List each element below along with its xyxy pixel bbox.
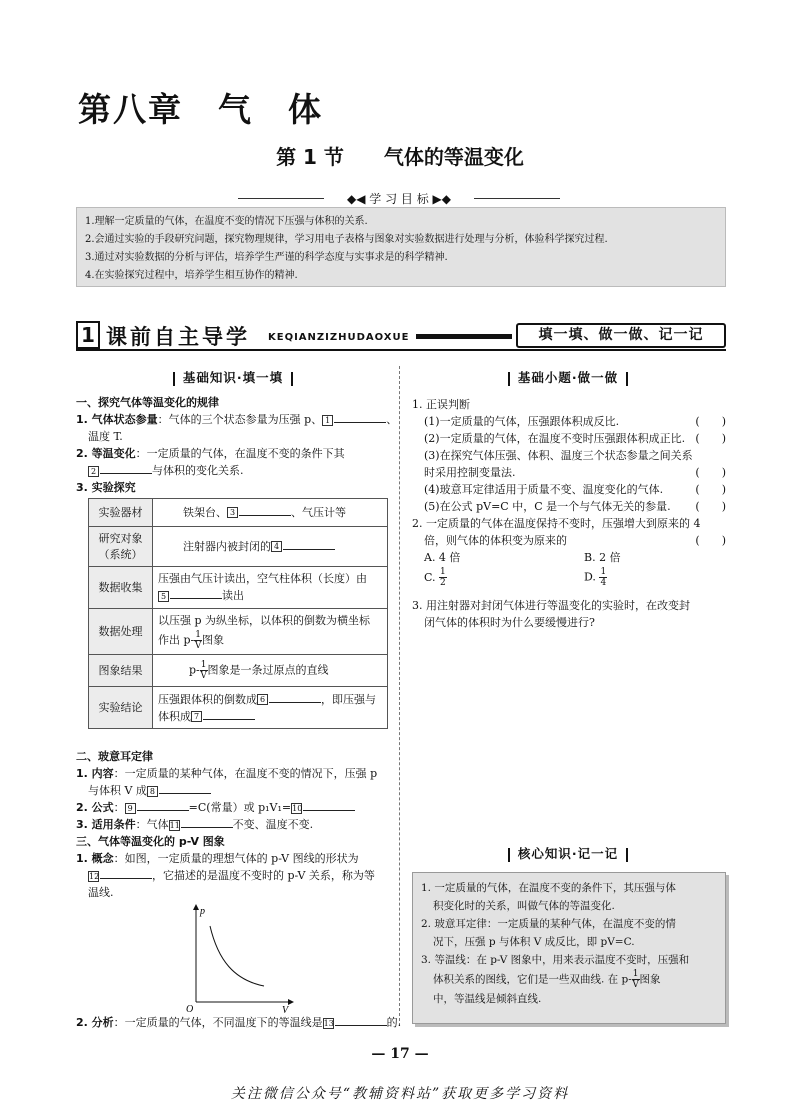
banner-right: 填一填、做一做、记一记	[516, 323, 726, 348]
answer-paren[interactable]: ( )	[695, 534, 726, 548]
answer-paren[interactable]: ( )	[695, 483, 726, 497]
s1-title: 一、探究气体等温变化的规律	[76, 396, 219, 409]
blank-6[interactable]	[269, 691, 321, 703]
s1-1-line2: 温度 T.	[88, 430, 123, 444]
footer-note: 关注微信公众号“教辅资料站”获取更多学习资料	[230, 1086, 570, 1102]
goal-item: 2.会通过实验的手段研究问题，探究物理规律，学习用电子表格与图象对实验数据进行处理与分析，体验科学探究过程.	[85, 234, 608, 245]
fraction-1-over-v: $\frac{1}{V}$	[200, 660, 207, 681]
s1-2-text: ：一定质量的气体，在温度不变的条件下其	[135, 447, 345, 461]
section-title: 第 1 节 气体的等温变化	[276, 145, 524, 169]
goals-box	[76, 207, 726, 287]
goals-header: ◆◀ 学 习 目 标 ▶◆	[238, 190, 560, 209]
v-axis-label: V	[282, 1005, 289, 1014]
isotherm-curve	[210, 926, 264, 986]
chapter-title: 第八章 气 体	[78, 90, 323, 129]
v-axis-arrow-icon	[288, 999, 294, 1005]
q2-text: 2. 一定质量的气体在温度保持不变时，压强增大到原来的 4	[412, 517, 701, 531]
answer-paren[interactable]: ( )	[695, 500, 726, 514]
goal-item: 3.通过对实验数据的分析与评估，培养学生严谨的科学态度与实事求是的科学精神.	[85, 252, 448, 263]
option-d[interactable]: D. $\frac{1}{4}$	[584, 567, 607, 589]
banner-underline	[76, 349, 726, 351]
banner-pinyin: KEQIANZIZHUDAOXUE	[268, 332, 410, 343]
blank-12[interactable]	[100, 867, 152, 879]
blank-1[interactable]	[334, 411, 386, 423]
banner-bar	[416, 334, 512, 339]
s1-1-text: ：气体的三个状态参量为压强 p、	[157, 413, 323, 427]
page-number: — 17 —	[371, 1046, 429, 1062]
origin-label: O	[186, 1004, 194, 1014]
s1-2-label: 2. 等温变化	[76, 447, 136, 461]
p-axis-arrow-icon	[193, 904, 199, 910]
banner-title: 课前自主导学	[106, 325, 250, 349]
blank-3[interactable]	[239, 504, 291, 516]
s1-3-label: 3. 实验探究	[76, 481, 136, 495]
p-axis-label: p	[200, 906, 205, 917]
blank-10[interactable]	[303, 799, 355, 811]
blank-11[interactable]	[181, 816, 233, 828]
s1-1-label: 1. 气体状态参量	[76, 413, 158, 427]
blank-9[interactable]	[137, 799, 189, 811]
option-c[interactable]: C. $\frac{1}{2}$	[424, 567, 446, 589]
blank-7[interactable]	[203, 708, 255, 720]
q3-text: 3. 用注射器对封闭气体进行等温变化的实验时，在改变封	[412, 599, 690, 613]
q1-title: 1. 正误判断	[412, 398, 470, 411]
goal-item: 4.在实验探究过程中，培养学生相互协作的精神.	[85, 270, 298, 281]
blank-5[interactable]	[170, 587, 222, 599]
blank-number: 2	[88, 466, 99, 477]
answer-paren[interactable]: ( )	[695, 432, 726, 446]
option-a[interactable]: A. 4 倍	[424, 551, 461, 565]
core-knowledge-head: 核心知识·记一记	[485, 844, 651, 866]
answer-paren[interactable]: ( )	[695, 415, 726, 429]
s2-title: 二、玻意耳定律	[76, 750, 153, 763]
banner-number: 1	[76, 321, 100, 349]
isotherm-graph	[184, 902, 294, 1014]
fraction-1-over-v: $\frac{1}{V}$	[194, 630, 202, 651]
s3-title: 三、气体等温变化的 p-V 图象	[76, 835, 225, 849]
right-arrow-icon: ▶◆	[432, 192, 452, 206]
column-divider	[399, 366, 400, 1026]
blank-2[interactable]	[100, 462, 152, 474]
blank-number: 1	[322, 415, 333, 426]
goal-item: 1.理解一定质量的气体，在温度不变的情况下压强与体积的关系.	[85, 216, 368, 227]
core-box: 1. 一定质量的气体，在温度不变的条件下，其压强与体 积变化时的关系，叫做气体的等温变化. 2. 玻意耳定律：一定质量的某种气体，在温度不变的情 况下，压强 p 与体积 V 成反比，即 pV=C. 3. 等温线：在 p-V 图象中，用来表示温度不变时，压强和 体积关系的图线，它们是一些双曲线. 在 p- $\frac{1}{V}$ 图象 中，等温线是倾斜直线.	[412, 872, 726, 1024]
answer-paren[interactable]: ( )	[695, 466, 726, 480]
option-b[interactable]: B. 2 倍	[584, 551, 621, 565]
blank-13[interactable]	[335, 1014, 387, 1026]
basic-knowledge-head: 基础知识·填一填	[150, 368, 316, 390]
basic-exercise-head: 基础小题·做一做	[485, 368, 651, 390]
experiment-table: 实验器材 铁架台、 3 、气压计等 研究对象（系统） 注射器内被封闭的 4 数据收集 压强由气压计读出，空气柱体积（长度）由 5 读出 数据处理 以压强 p 为纵坐标，以体积的倒数为横坐标 作出 p- $\frac{1}{V}$ 图象 图象结果 p- $\frac{1}{V}$ 图象是一条过原点的直线 实验结论 压强跟体积的倒数成 6 ，即压强与 体积成 7	[88, 498, 388, 729]
left-arrow-icon: ◆◀	[346, 192, 366, 206]
blank-8[interactable]	[159, 782, 211, 794]
blank-4[interactable]	[283, 538, 335, 550]
section-banner	[76, 321, 726, 351]
